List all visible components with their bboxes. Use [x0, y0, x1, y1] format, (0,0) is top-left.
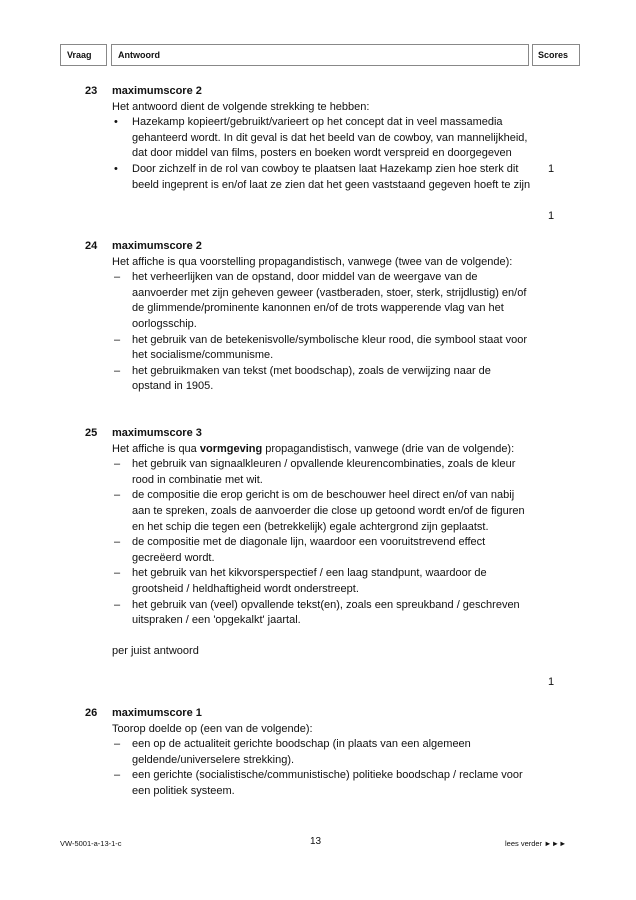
answer-item: – het gebruik van het kikvorsperspectief / een laag standpunt, waardoor de grootsheid / heldhaftigheid wordt onderstreept.: [114, 567, 487, 595]
max-score: maximumscore 2: [112, 85, 202, 97]
column-header-vraag: Vraag: [60, 44, 107, 66]
page-number: 13: [310, 836, 322, 847]
answer-item: – de compositie die erop gericht is om de beschouwer heel direct en/of van nabij aan te spreken, zoals de aanvoerder die close up getoond wordt en/of de figuren en het schip die tegen een (betrekkelijk) egale achtergrond zijn geplaatst.: [114, 489, 525, 533]
per-answer-note: per juist antwoord: [112, 645, 199, 658]
column-header-scores: Scores: [532, 44, 580, 66]
max-score: maximumscore 2: [112, 240, 202, 252]
answer-item: – een gerichte (socialistische/communistische) politieke boodschap / reclame voor een politiek systeem.: [114, 769, 523, 797]
continue-note: lees verder ►►►: [505, 839, 567, 848]
question-intro: Het antwoord dient de volgende strekking te hebben:: [112, 100, 370, 113]
answer-item: – een op de actualiteit gerichte boodschap (in plaats van een algemeen geldende/universelere strekking).: [114, 738, 471, 766]
answer-item: – het gebruikmaken van tekst (met boodschap), zoals de verwijzing naar de opstand in 1905.: [114, 364, 491, 393]
document-code: VW-5001-a-13-1-c: [60, 839, 122, 848]
max-score: maximumscore 1: [112, 707, 202, 719]
answer-item: – het gebruik van signaalkleuren / opvallende kleurencombinaties, zoals de kleur rood in combinatie met wit.: [114, 458, 516, 486]
answer-bullet: • Door zichzelf in de rol van cowboy te plaatsen laat Hazekamp zien hoe sterk dit beeld ingeprent is en/of laat ze zien dat het geen vaststaand gegeven hoeft te zijn: [114, 162, 531, 191]
score-value: 1: [548, 163, 555, 175]
answer-item: – het gebruik van de betekenisvolle/symbolische kleur rood, die symbool staat voor het socialisme/communisme.: [114, 333, 527, 362]
question-intro: Toorop doelde op (een van de volgende):: [112, 722, 313, 735]
question-number: 24: [85, 240, 98, 252]
question-number: 25: [85, 427, 98, 439]
answer-bullet: • Hazekamp kopieert/gebruikt/varieert op het concept dat in veel massamedia gehanteerd wordt. In dit geval is dat het beeld van de cowboy, van mannelijkheid, dat door middel van films, posters en boeken wordt verspreid en doorgegeven: [114, 116, 528, 160]
column-header-antwoord: Antwoord: [111, 44, 529, 66]
score-value: 1: [548, 676, 555, 688]
answer-item: – het verheerlijken van de opstand, door middel van de weergave van de aanvoerder met zijn geheven geweer (vastberaden, stoer, sterk, strijdlustig) en/of de glimmende/prominente kanonnen en/of de trots wapperende vlag van het oorlogsschip.: [114, 271, 527, 330]
question-intro: Het affiche is qua vormgeving propagandistisch, vanwege (drie van de volgende):: [112, 442, 515, 455]
max-score: maximumscore 3: [112, 427, 202, 439]
score-value: 1: [548, 210, 555, 222]
question-intro: Het affiche is qua voorstelling propagandistisch, vanwege (twee van de volgende):: [112, 255, 513, 268]
question-number: 23: [85, 85, 98, 97]
question-number: 26: [85, 707, 98, 719]
answer-item: – het gebruik van (veel) opvallende tekst(en), zoals een spreukband / geschreven uitspraken / een 'opgekalkt' jaartal.: [114, 598, 520, 627]
answer-item: – de compositie met de diagonale lijn, waardoor een vooruitstrevend effect gecreëerd wordt.: [114, 536, 486, 564]
